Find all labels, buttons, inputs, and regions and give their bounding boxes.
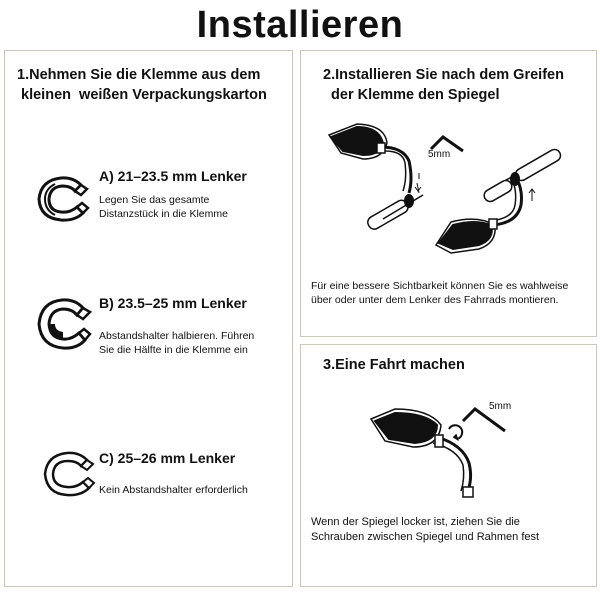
- step1-heading-line1: 1.Nehmen Sie die Klemme aus dem: [17, 67, 261, 83]
- step3-tool-label: 5mm: [489, 401, 512, 412]
- step3-note: [311, 515, 539, 545]
- step1-panel: [4, 50, 293, 587]
- option-b-line2: Sie die Hälfte in die Klemme ein: [99, 344, 248, 356]
- step2-note: [311, 279, 568, 307]
- step3-note-line2: Schrauben zwischen Spiegel und Rahmen fest: [311, 531, 540, 543]
- page-title: Installieren: [196, 4, 404, 46]
- option-a-line2: Distanzstück in die Klemme: [99, 208, 228, 220]
- mirror-icon: [371, 409, 473, 497]
- option-b-title: B) 23.5–25 mm Lenker: [99, 295, 247, 311]
- step1-heading-line2: kleinen weißen Verpackungskarton: [17, 87, 267, 103]
- rotate-arrow-icon: [449, 425, 462, 440]
- clamp-half-spacer-icon: [33, 296, 95, 352]
- option-a-text: [99, 193, 228, 221]
- clamp-no-spacer-icon: [39, 449, 99, 499]
- option-c-title: C) 25–26 mm Lenker: [99, 450, 236, 466]
- step2-panel: [300, 50, 597, 337]
- mirror-below-icon: [436, 147, 563, 253]
- hex-key-icon: [463, 409, 505, 431]
- step2-note-line1: Für eine bessere Sichtbarkeit können Sie es wahlweise: [311, 280, 569, 292]
- option-c-line1: Kein Abstandshalter erforderlich: [99, 484, 248, 496]
- option-b-line1: Abstandshalter halbieren. Führen: [99, 330, 255, 342]
- step3-panel: [300, 344, 597, 587]
- mirror-tighten-illustration: [367, 401, 527, 501]
- option-c-text: [99, 483, 248, 497]
- mirror-above-icon: [329, 124, 423, 231]
- step2-heading-line2: der Klemme den Spiegel: [323, 87, 500, 103]
- step2-tool-label: 5mm: [428, 149, 451, 160]
- step2-note-line2: über oder unter dem Lenker des Fahrrads montieren.: [311, 294, 559, 306]
- step2-heading-line1: 2.Installieren Sie nach dem Greifen: [323, 67, 564, 83]
- option-b-text: [99, 329, 254, 357]
- step1-heading: [17, 65, 267, 105]
- option-a-line1: Legen Sie das gesamte: [99, 194, 210, 206]
- step2-heading: [323, 65, 564, 105]
- option-a-title: A) 21–23.5 mm Lenker: [99, 168, 247, 184]
- mirror-mounting-illustration: [323, 121, 573, 261]
- step3-heading: 3.Eine Fahrt machen: [323, 357, 465, 373]
- clamp-full-spacer-icon: [33, 175, 93, 223]
- step3-note-line1: Wenn der Spiegel locker ist, ziehen Sie die: [311, 516, 520, 528]
